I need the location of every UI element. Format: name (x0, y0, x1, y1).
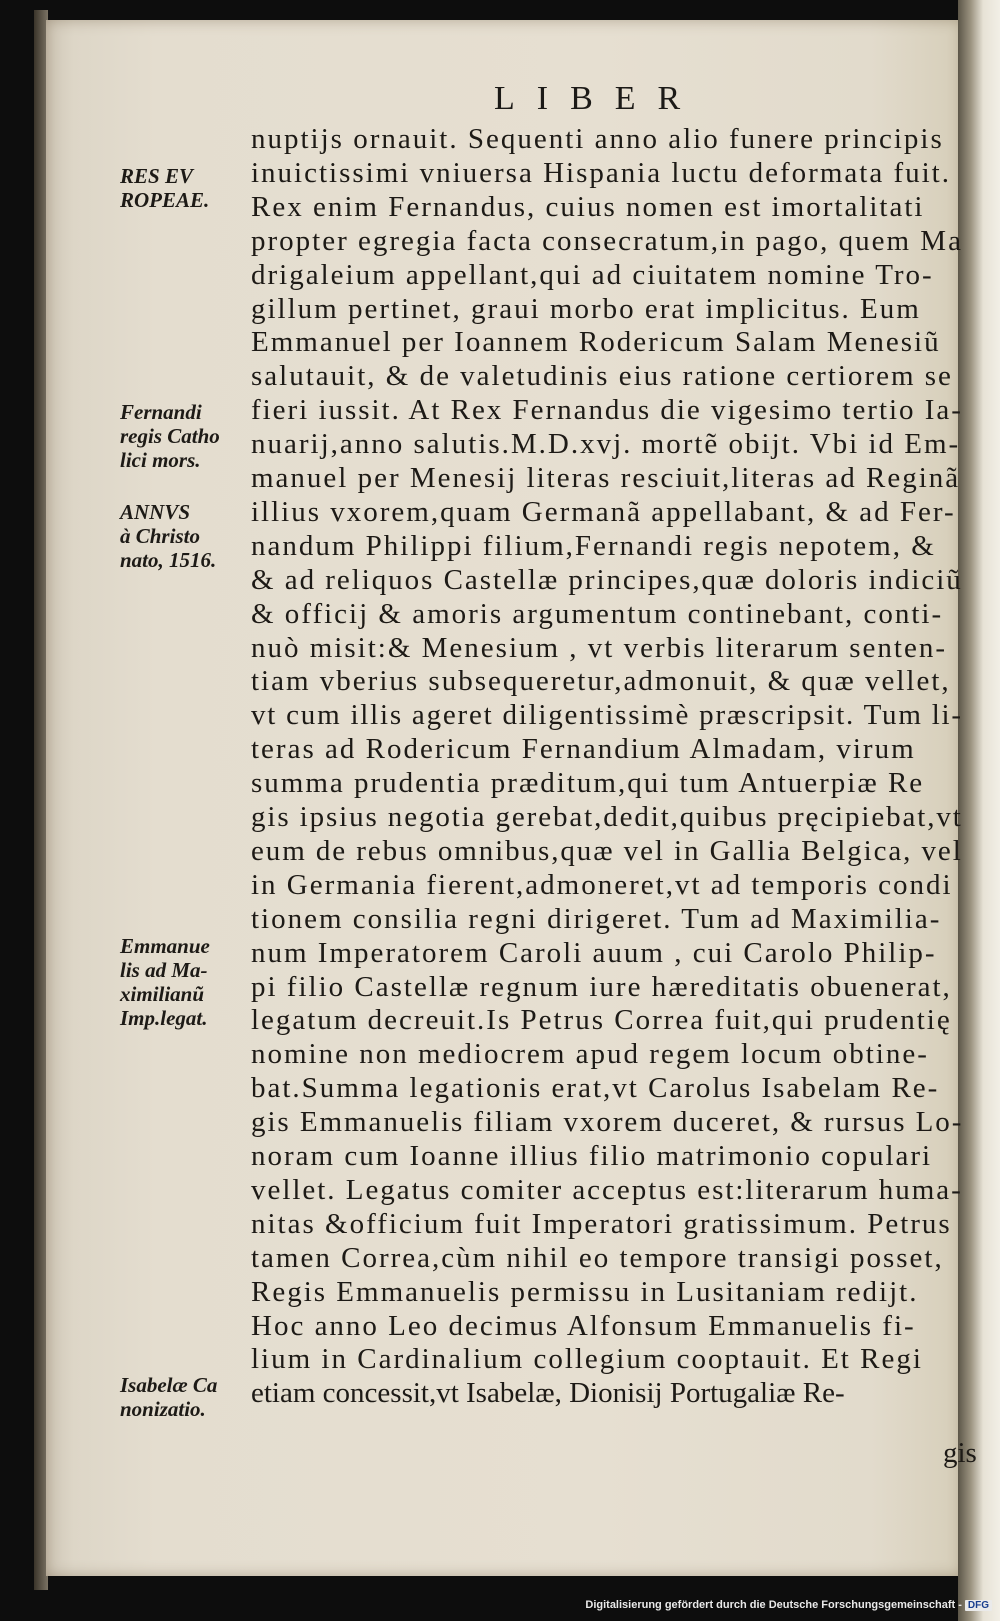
text-line: tiam vberius subsequeretur,admonuit, & quæ vellet, (251, 665, 951, 698)
margin-note-res-europeae (120, 164, 209, 212)
footer-credit: Digitalisierung gefördert durch die Deutsche Forschungsgemeinschaft - (585, 1599, 962, 1611)
text-line: nuò misit:& Menesium , vt verbis literarum senten- (251, 631, 948, 664)
text-line: bat.Summa legationis erat,vt Carolus Isabelam Re- (251, 1072, 940, 1105)
text-line: salutauit, & de valetudinis eius ratione certiorem se (251, 360, 953, 393)
text-line: teras ad Rodericum Fernandium Almadam, virum (251, 733, 916, 766)
text-line: propter egregia facta consecratum,in pago, quem Ma (251, 224, 963, 257)
margin-note-line: Fernandi (120, 400, 202, 424)
text-line: nandum Philippi filium,Fernandi regis nepotem, & (251, 529, 936, 562)
text-line: etiam concessit,vt Isabelæ, Dionisij Portugaliæ Re- (251, 1377, 845, 1410)
text-line: legatum decreuit.Is Petrus Correa fuit,qui prudentię (251, 1004, 952, 1037)
dfg-logo: DFG (965, 1600, 992, 1611)
text-line: Regis Emmanuelis permissu in Lusitaniam redijt. (251, 1275, 919, 1308)
text-line: nuptijs ornauit. Sequenti anno alio funere principis (251, 123, 944, 155)
text-line: pi filio Castellæ regnum iure hæreditatis obuenerat, (251, 970, 952, 1003)
text-line: Emmanuel per Ioannem Rodericum Salam Menesiũ (251, 326, 941, 359)
margin-note-canonizatio (120, 1373, 217, 1421)
text-line: gis Emmanuelis filiam vxorem duceret, & rursus Lo- (251, 1106, 964, 1139)
text-line: nitas &officium fuit Imperatori gratissimum. Petrus (251, 1207, 952, 1240)
text-line: vt cum illis ageret diligentissimè præscripsit. Tum li- (251, 699, 963, 732)
margin-note-line: Isabelæ Ca (120, 1373, 218, 1397)
page-edge-right (958, 0, 1000, 1621)
text-line: gis ipsius negotia gerebat,dedit,quibus pręcipiebat,vt (251, 801, 963, 833)
text-line: drigaleium appellant,qui ad ciuitatem nomine Tro- (251, 258, 934, 291)
margin-note-line: nato, 1516. (120, 548, 217, 572)
margin-note-line: ROPEAE. (120, 188, 210, 212)
text-line: lium in Cardinalium collegium cooptauit. Et Regi (251, 1343, 923, 1376)
text-line: tionem consilia regni dirigeret. Tum ad Maximilia- (251, 902, 942, 935)
text-line: Rex enim Fernandus, cuius nomen est imortalitati (251, 190, 925, 223)
margin-note-line: lis ad Ma- (120, 958, 208, 982)
text-line: num Imperatorem Caroli auum , cui Carolo Philip- (251, 936, 937, 969)
text-line: summa prudentia præditum,qui tum Antuerpiæ Re (251, 767, 925, 800)
margin-note-line: Imp.legat. (120, 1006, 208, 1030)
text-line: vellet. Legatus comiter acceptus est:literarum huma- (251, 1173, 963, 1206)
text-line: Hoc anno Leo decimus Alfonsum Emmanuelis fi- (251, 1309, 916, 1342)
text-line: illius vxorem,quam Germanã appellabant, & ad Fer- (251, 495, 956, 528)
text-line: manuel per Menesij literas resciuit,literas ad Reginã (251, 462, 961, 494)
margin-note-line: lici mors. (120, 448, 201, 472)
text-line: noram cum Ioanne illius filio matrimonio copulari (251, 1140, 933, 1172)
margin-note-annus (120, 500, 216, 572)
text-line: inuictissimi vniuersa Hispania luctu deformata fuit. (251, 156, 951, 189)
text-line: eum de rebus omnibus,quæ vel in Gallia Belgica, vel (251, 834, 963, 867)
margin-note-legatio (120, 934, 210, 1030)
running-head: LIBER (494, 80, 703, 117)
margin-note-line: nonizatio. (120, 1397, 206, 1421)
margin-note-line: à Christo (120, 524, 200, 548)
margin-note-line: regis Catho (120, 424, 220, 448)
text-line: gillum pertinet, graui morbo erat implicitus. Eum (251, 292, 921, 325)
margin-note-line: Emmanue (120, 934, 210, 958)
text-line: in Germania fierent,admoneret,vt ad temporis condi (251, 868, 953, 901)
text-line: nomine non mediocrem apud regem locum obtine- (251, 1038, 929, 1071)
text-line: fieri iussit. At Rex Fernandus die vigesimo tertio Ia- (251, 394, 963, 427)
digitization-footer (585, 1599, 992, 1611)
margin-note-fernandi-mors (120, 400, 220, 472)
text-line: nuarij,anno salutis.M.D.xvj. mortẽ obijt. Vbi id Em- (251, 428, 961, 461)
margin-note-line: RES EV (120, 164, 193, 188)
margin-note-line: ximilianũ (120, 982, 205, 1006)
text-line: & officij & amoris argumentum continebant, conti- (251, 597, 944, 630)
text-line: tamen Correa,cùm nihil eo tempore transigi posset, (251, 1241, 944, 1274)
catchword: gis (943, 1437, 977, 1469)
margin-note-line: ANNVS (120, 500, 191, 524)
text-line: & ad reliquos Castellæ principes,quæ doloris indiciũ (251, 563, 963, 596)
